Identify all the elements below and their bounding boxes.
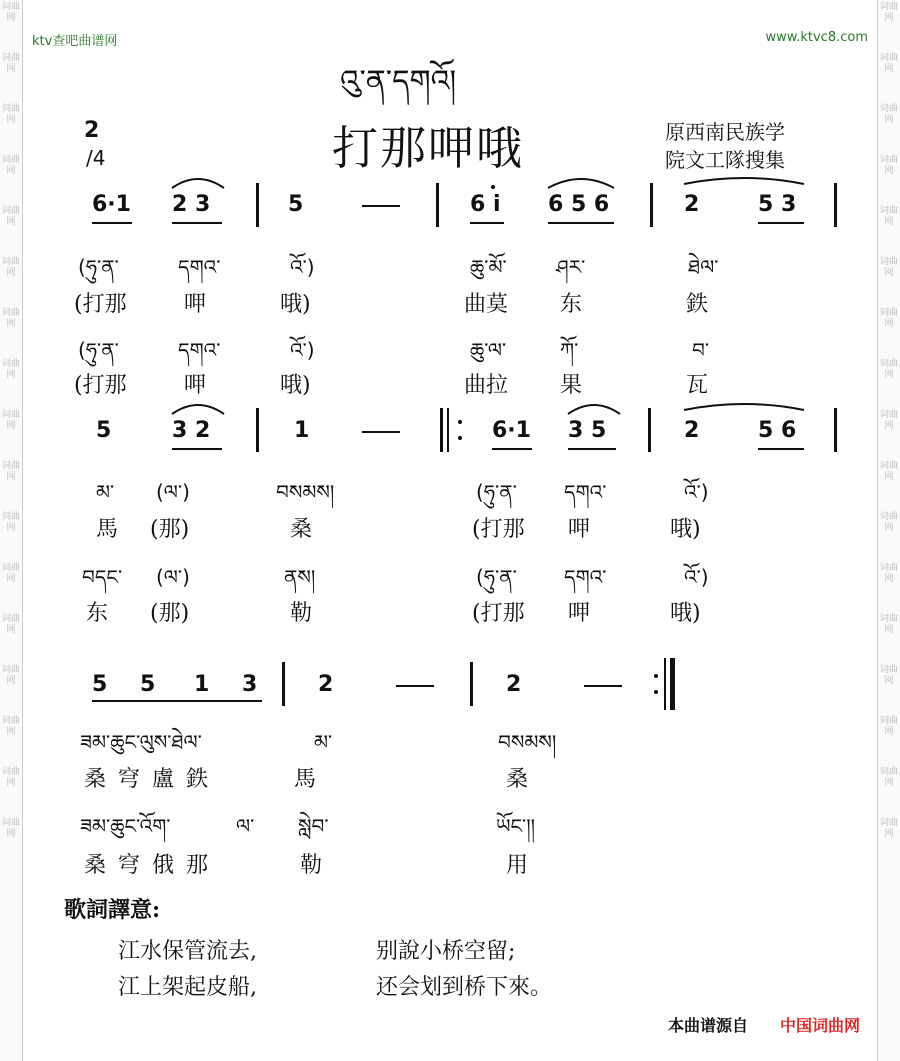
barline bbox=[834, 183, 837, 227]
note: 2 3 bbox=[172, 192, 211, 217]
tibetan-lyric: འོ་) bbox=[684, 565, 709, 589]
source-site-link[interactable]: 中国词曲网 bbox=[780, 1016, 861, 1035]
repeat-dot bbox=[654, 674, 658, 678]
edge-watermark: 词曲网 bbox=[1, 257, 20, 278]
tibetan-lyric: འོ་) bbox=[290, 338, 315, 362]
underline-beam bbox=[172, 222, 222, 224]
note: 5 bbox=[92, 672, 108, 697]
tibetan-lyric: ཆུ་ལ་ bbox=[470, 338, 507, 362]
chinese-lyric: (打那 bbox=[74, 373, 127, 398]
note: 2 bbox=[684, 418, 700, 443]
barline bbox=[256, 408, 259, 452]
barline bbox=[436, 183, 439, 227]
barline bbox=[648, 408, 651, 452]
tibetan-lyric: དགའ་ bbox=[178, 338, 221, 362]
edge-watermark: 词曲网 bbox=[1, 2, 20, 23]
left-edge-strip bbox=[0, 0, 23, 1061]
note: 1 bbox=[294, 418, 310, 443]
edge-watermark: 词曲网 bbox=[879, 206, 898, 227]
tibetan-lyric: ཤར་ bbox=[556, 255, 586, 279]
note: 3 2 bbox=[172, 418, 211, 443]
note: 5 6 bbox=[758, 418, 797, 443]
edge-watermark: 词曲网 bbox=[879, 53, 898, 74]
edge-watermark: 词曲网 bbox=[879, 359, 898, 380]
slur bbox=[566, 402, 622, 416]
chinese-lyric: 呷 bbox=[184, 373, 207, 398]
note: 5 bbox=[288, 192, 304, 217]
edge-watermark: 词曲网 bbox=[879, 155, 898, 176]
song-title: 打那呷哦 bbox=[332, 121, 524, 175]
sustain-dash bbox=[362, 431, 400, 433]
note: 6·1 bbox=[492, 418, 531, 443]
tibetan-lyric: དགའ་ bbox=[564, 565, 607, 589]
edge-watermark: 词曲网 bbox=[1, 818, 20, 839]
tibetan-lyric: ཟམ་ཆུང་ལུས་ཐེལ་ bbox=[80, 730, 202, 754]
edge-watermark: 词曲网 bbox=[1, 308, 20, 329]
chinese-lyric: 瓦 bbox=[686, 373, 709, 398]
edge-watermark: 词曲网 bbox=[1, 53, 20, 74]
edge-watermark: 词曲网 bbox=[1, 614, 20, 635]
tibetan-lyric: འོ་) bbox=[684, 480, 709, 504]
tibetan-lyric: མ་ bbox=[314, 730, 333, 754]
note: 6 i bbox=[470, 192, 501, 217]
barline bbox=[650, 183, 653, 227]
chinese-lyric: (那) bbox=[150, 517, 190, 542]
chinese-lyric: (打那 bbox=[74, 292, 127, 317]
underline-beam bbox=[548, 222, 614, 224]
collector-line-1: 原西南民族学 bbox=[665, 120, 785, 144]
edge-watermark: 词曲网 bbox=[879, 665, 898, 686]
repeat-dot bbox=[458, 420, 462, 424]
edge-watermark: 词曲网 bbox=[879, 716, 898, 737]
edge-watermark: 词曲网 bbox=[1, 410, 20, 431]
underline-beam bbox=[172, 448, 222, 450]
note: 2 bbox=[318, 672, 334, 697]
repeat-start-barline bbox=[447, 408, 449, 452]
edge-watermark: 词曲网 bbox=[879, 104, 898, 125]
tibetan-title: འུ་ན་དགའོ། bbox=[340, 64, 457, 99]
barline bbox=[282, 662, 285, 706]
tibetan-lyric: བསམས། bbox=[498, 730, 557, 754]
chinese-lyric: 果 bbox=[560, 373, 583, 398]
translation-heading: 歌詞譯意: bbox=[64, 897, 161, 923]
chinese-lyric: 馬 bbox=[96, 517, 119, 542]
chinese-lyric: 呷 bbox=[184, 292, 207, 317]
site-name-left[interactable]: ktv查吧曲谱网 bbox=[32, 34, 118, 49]
tibetan-lyric: སླེབ་ bbox=[298, 814, 329, 838]
chinese-lyric: 哦) bbox=[670, 517, 701, 542]
tibetan-lyric: (ཧུ་ན་ bbox=[78, 338, 119, 362]
chinese-lyric: (打那 bbox=[472, 517, 525, 542]
edge-watermark: 词曲网 bbox=[1, 767, 20, 788]
tibetan-lyric: ཆུ་མོ་ bbox=[470, 255, 507, 279]
note: 5 bbox=[140, 672, 156, 697]
edge-watermark: 词曲网 bbox=[1, 563, 20, 584]
note: 1 bbox=[194, 672, 210, 697]
tibetan-lyric: (ཧུ་ན་ bbox=[476, 565, 517, 589]
edge-watermark: 词曲网 bbox=[879, 818, 898, 839]
chinese-lyric: 哦) bbox=[670, 601, 701, 626]
chinese-lyric: (打那 bbox=[472, 601, 525, 626]
edge-watermark: 词曲网 bbox=[1, 512, 20, 533]
translation-line: 还会划到桥下來。 bbox=[376, 975, 553, 1000]
underline-beam bbox=[470, 222, 504, 224]
edge-watermark: 词曲网 bbox=[879, 410, 898, 431]
repeat-end-barline bbox=[664, 658, 666, 710]
right-edge-strip bbox=[877, 0, 900, 1061]
sustain-dash bbox=[362, 205, 400, 207]
chinese-lyric: 勒 bbox=[300, 853, 323, 878]
edge-watermark: 词曲网 bbox=[879, 767, 898, 788]
barline bbox=[440, 408, 443, 452]
slur bbox=[170, 176, 226, 190]
chinese-lyric: 呷 bbox=[568, 517, 591, 542]
tibetan-lyric: བདང་ bbox=[82, 565, 123, 589]
repeat-dot bbox=[654, 690, 658, 694]
barline bbox=[256, 183, 259, 227]
edge-watermark: 词曲网 bbox=[879, 563, 898, 584]
tibetan-lyric: ཡོང་།། bbox=[496, 814, 536, 838]
time-signature-bottom: /4 bbox=[86, 146, 106, 170]
edge-watermark: 词曲网 bbox=[1, 206, 20, 227]
edge-watermark: 词曲网 bbox=[1, 359, 20, 380]
tibetan-lyric: ལ་ bbox=[236, 814, 255, 838]
edge-watermark: 词曲网 bbox=[1, 104, 20, 125]
edge-watermark: 词曲网 bbox=[879, 461, 898, 482]
chinese-lyric: 桑穹盧鉄 bbox=[84, 767, 221, 792]
edge-watermark: 词曲网 bbox=[879, 257, 898, 278]
translation-line: 江上架起皮船, bbox=[118, 975, 257, 1000]
time-signature-top: 2 bbox=[84, 118, 100, 143]
edge-watermark: 词曲网 bbox=[879, 308, 898, 329]
source-label: 本曲谱源自 bbox=[668, 1016, 749, 1035]
chinese-lyric: 鉄 bbox=[686, 292, 709, 317]
underline-beam bbox=[492, 448, 532, 450]
edge-watermark: 词曲网 bbox=[1, 155, 20, 176]
chinese-lyric: 呷 bbox=[568, 601, 591, 626]
chinese-lyric: 东 bbox=[560, 292, 583, 317]
edge-watermark: 词曲网 bbox=[1, 665, 20, 686]
slur bbox=[546, 176, 616, 190]
site-url-right[interactable]: www.ktvc8.com bbox=[765, 30, 868, 45]
underline-beam bbox=[92, 700, 262, 702]
collector-line-2: 院文工隊搜集 bbox=[665, 148, 785, 172]
tibetan-lyric: (ལ་) bbox=[156, 565, 190, 589]
tibetan-lyric: ཀོ་ bbox=[560, 338, 579, 362]
tibetan-lyric: ཐེལ་ bbox=[688, 255, 719, 279]
chinese-lyric: 桑穹俄那 bbox=[84, 853, 221, 878]
underline-beam bbox=[92, 222, 132, 224]
repeat-dot bbox=[458, 436, 462, 440]
chinese-lyric: (那) bbox=[150, 601, 190, 626]
tibetan-lyric: (ཧུ་ན་ bbox=[78, 255, 119, 279]
chinese-lyric: 桑 bbox=[506, 767, 529, 792]
tibetan-lyric: འོ་) bbox=[290, 255, 315, 279]
tibetan-lyric: ཟམ་ཆུང་འོག་ bbox=[80, 814, 171, 838]
high-octave-dot bbox=[491, 185, 495, 189]
tibetan-lyric: (ལ་) bbox=[156, 480, 190, 504]
note: 3 5 bbox=[568, 418, 607, 443]
underline-beam bbox=[758, 448, 804, 450]
chinese-lyric: 哦) bbox=[280, 292, 311, 317]
translation-line: 江水保管流去, bbox=[118, 939, 257, 964]
chinese-lyric: 勒 bbox=[290, 601, 313, 626]
chinese-lyric: 馬 bbox=[294, 767, 317, 792]
tibetan-lyric: དགའ་ bbox=[564, 480, 607, 504]
edge-watermark: 词曲网 bbox=[1, 716, 20, 737]
chinese-lyric: 东 bbox=[86, 601, 109, 626]
translation-line: 别說小桥空留; bbox=[376, 939, 516, 964]
edge-watermark: 词曲网 bbox=[1, 461, 20, 482]
tibetan-lyric: བསམས། bbox=[276, 480, 335, 504]
edge-watermark: 词曲网 bbox=[879, 614, 898, 635]
slur bbox=[170, 402, 226, 416]
chinese-lyric: 曲拉 bbox=[464, 373, 509, 398]
chinese-lyric: 曲莫 bbox=[464, 292, 509, 317]
collector-credit bbox=[665, 118, 785, 174]
tibetan-lyric: མ་ bbox=[96, 480, 115, 504]
note: 6·1 bbox=[92, 192, 131, 217]
underline-beam bbox=[758, 222, 804, 224]
barline bbox=[834, 408, 837, 452]
sustain-dash bbox=[584, 685, 622, 687]
tie bbox=[682, 174, 806, 186]
note: 6 5 6 bbox=[548, 192, 610, 217]
note: 3 bbox=[242, 672, 258, 697]
note: 2 bbox=[684, 192, 700, 217]
edge-watermark: 词曲网 bbox=[879, 2, 898, 23]
tibetan-lyric: དགའ་ bbox=[178, 255, 221, 279]
note: 5 bbox=[96, 418, 112, 443]
note: 2 bbox=[506, 672, 522, 697]
chinese-lyric: 桑 bbox=[290, 517, 313, 542]
underline-beam bbox=[568, 448, 616, 450]
tie bbox=[682, 400, 806, 412]
sustain-dash bbox=[396, 685, 434, 687]
tibetan-lyric: (ཧུ་ན་ bbox=[476, 480, 517, 504]
tibetan-lyric: ནས། bbox=[284, 565, 316, 589]
barline bbox=[470, 662, 473, 706]
final-barline bbox=[670, 658, 675, 710]
tibetan-lyric: བ་ bbox=[692, 338, 710, 362]
edge-watermark: 词曲网 bbox=[879, 512, 898, 533]
chinese-lyric: 用 bbox=[506, 853, 529, 878]
chinese-lyric: 哦) bbox=[280, 373, 311, 398]
note: 5 3 bbox=[758, 192, 797, 217]
